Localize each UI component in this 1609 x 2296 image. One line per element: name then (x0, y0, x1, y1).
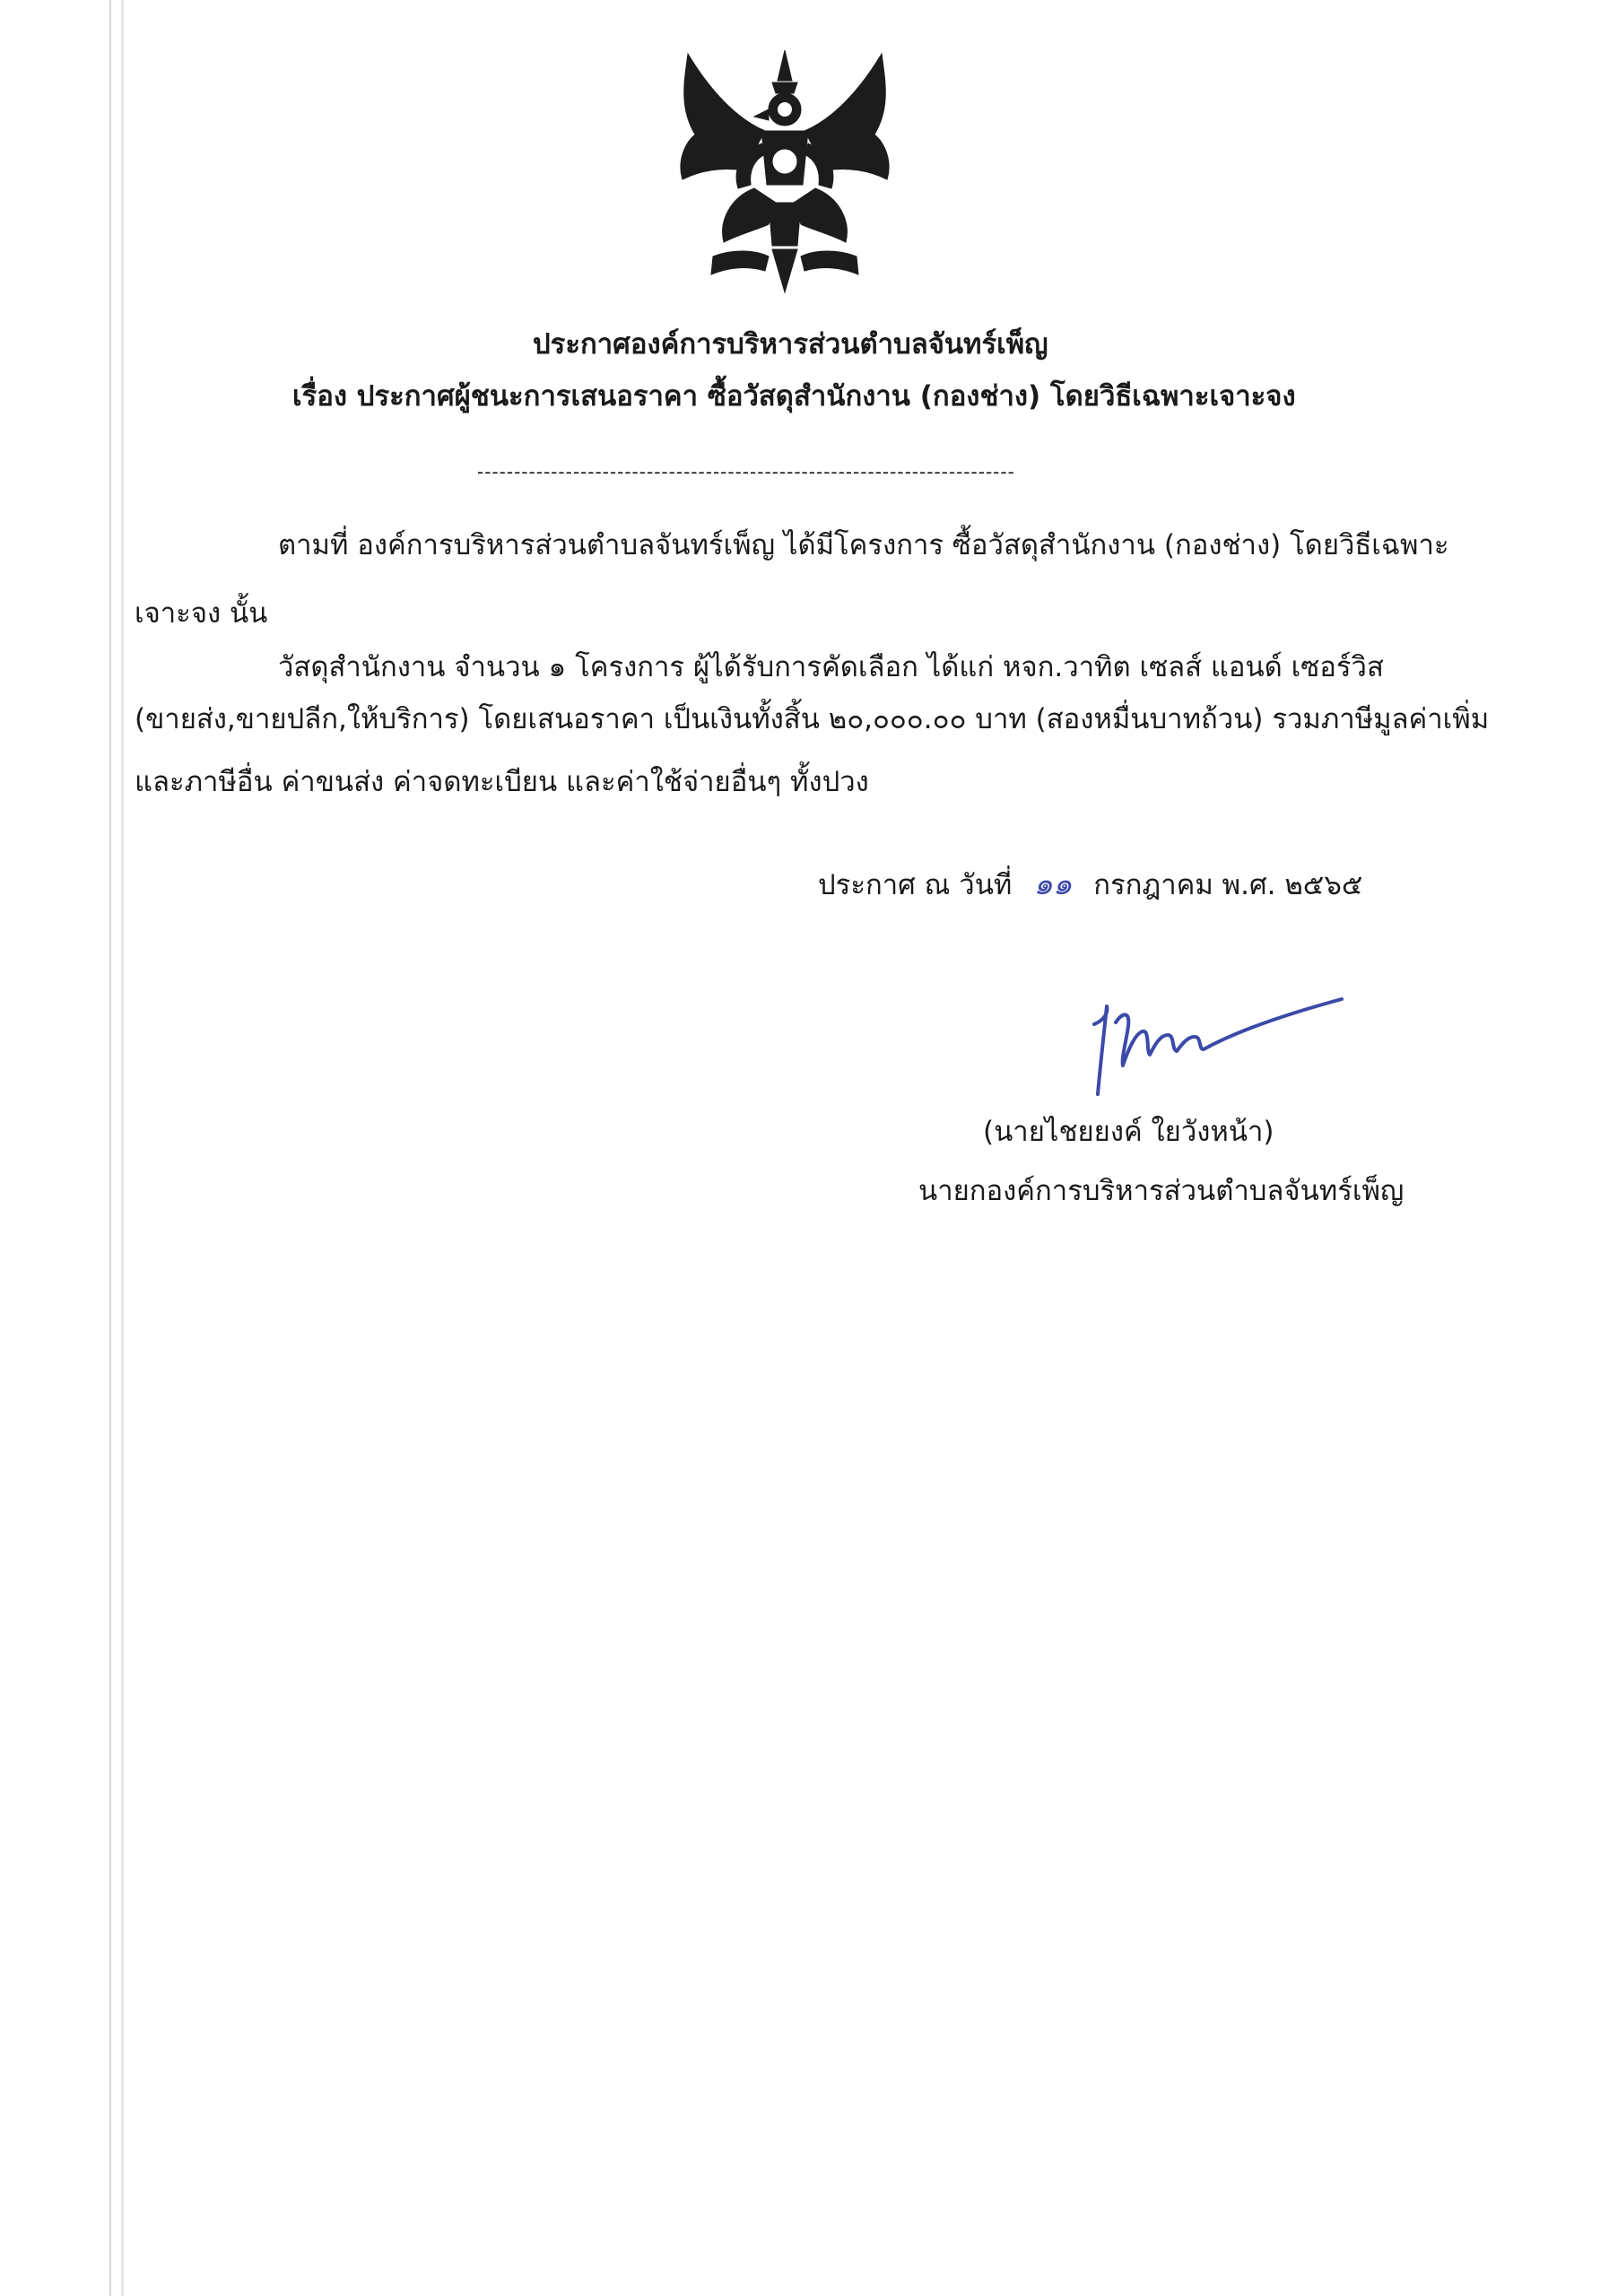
paragraph-1-line-2: เจาะจง นั้น (135, 597, 268, 630)
date-day: ๑๑ (1033, 866, 1073, 902)
date-month-year: กรกฎาคม พ.ศ. ๒๕๖๕ (1093, 869, 1363, 901)
garuda-emblem-icon (668, 45, 901, 296)
paragraph-2-line-3: และภาษีอื่น ค่าขนส่ง ค่าจดทะเบียน และค่าใช้จ่ายอื่นๆ ทั้งปวง (135, 766, 869, 798)
date-prefix: ประกาศ ณ วันที่ (818, 869, 1013, 901)
header-divider: ------------------------------------------------------------------------- (477, 461, 1015, 483)
paragraph-2-line-2: (ขายส่ง,ขายปลีก,ให้บริการ) โดยเสนอราคา เป็นเงินทั้งสิ้น ๒๐,๐๐๐.๐๐ บาท (สองหมื่นบาทถ้วน) รวมภาษีมูลค่าเพิ่ม (135, 703, 1490, 735)
paragraph-2-line-1: วัสดุสำนักงาน จำนวน ๑ โครงการ ผู้ได้รับการคัดเลือก ได้แก่ หจก.วาทิต เซลส์ แอนด์ เซอร์วิส (278, 651, 1384, 683)
signatory-position: นายกองค์การบริหารส่วนตำบลจันทร์เพ็ญ (918, 1175, 1405, 1207)
handwritten-signature-icon (1076, 987, 1363, 1103)
signatory-name: (นายไชยยงค์ ใยวังหน้า) (983, 1116, 1274, 1148)
announcement-date (818, 866, 1362, 903)
paragraph-1-line-1: ตามที่ องค์การบริหารส่วนตำบลจันทร์เพ็ญ ได้มีโครงการ ซื้อวัสดุสำนักงาน (กองช่าง) โดยวิธีเฉพาะ (278, 529, 1449, 561)
page-edge (109, 0, 124, 2296)
document-title: ประกาศองค์การบริหารส่วนตำบลจันทร์เพ็ญ (533, 328, 1048, 361)
document-subject: เรื่อง ประกาศผู้ชนะการเสนอราคา ซื้อวัสดุสำนักงาน (กองช่าง) โดยวิธีเฉพาะเจาะจง (292, 380, 1296, 413)
